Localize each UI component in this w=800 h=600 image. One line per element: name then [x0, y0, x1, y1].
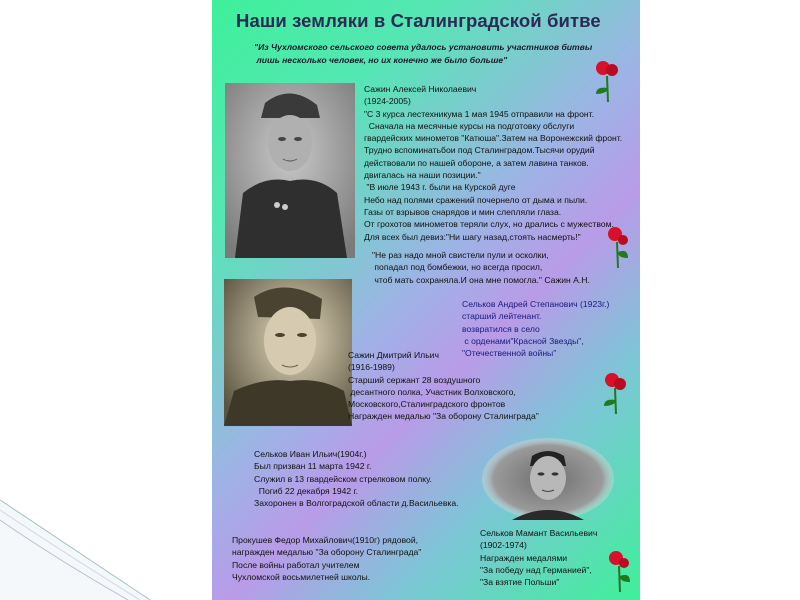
rose-flower-icon	[602, 222, 632, 268]
page-title: Наши земляки в Сталинградской битве	[236, 10, 601, 31]
bio-selkov-ivan: Сельков Иван Ильич(1904г.) Был призван 11 марта 1942 г. Служил в 13 гвардейском стрелковом полку. Погиб 22 декабря 1942 г. Захоронен в Волгоградской области д.Васильевка.	[254, 449, 459, 509]
intro-quote: "Из Чухломского сельского совета удалось установить участников битвы лишь несколько человек, но их конечно же было больше"	[254, 42, 593, 65]
rose-flower-icon	[604, 546, 634, 592]
bio-prokushev: Прокушев Федор Михайлович(1910г) рядовой, награжден медалью "За оборону Сталинграда" После войны работал учителем Чухломской восьмилетней школы.	[232, 535, 422, 582]
quote-sazhin: "Не раз надо мной свистели пули и осколки, попадал под бомбежки, но всегда просил, чтоб мать сохраняла.И она мне помогла." Сажин А.Н.	[372, 250, 590, 285]
portrait-photo-sazhin-aleksei	[225, 83, 355, 258]
bio-sazhin-dmitrii: Сажин Дмитрий Ильич (1916-1989) Старший сержант 28 воздушного десантного полка, Участник Волховского, Московского,Сталинградского фронтов Награжден медалью "За оборону Сталинграда"	[348, 350, 539, 422]
bio-sazhin-aleksei: Сажин Алексей Николаевич (1924-2005) "С 3 курса лестехникума 1 мая 1945 отправили на фронт. Сначала на месячные курсы на подготовку обслуги гвардейских минометов "Катюша".Затем на Воронежский фронт. Трудно вспоминатьбои под Сталинградом.Тысячи орудий действовали по нашей обороне, а затем лавина танков. двигалась на наши позиции." "В июле 1943 г. были на Курской дуге Небо над полями сражений почернело от дыма и пыли. Газы от взрывов снарядов и мин слепляли глаза. От грохотов минометов теряли слух, но дрались с мужеством. Для всех был девиз:"Ни шагу назад,стоять насмерть!"	[364, 84, 623, 242]
bio-selkov-andrei: Сельков Андрей Степанович (1923г.) старший лейтенант. возвратился в село с орденами"Красной Звезды", "Отечественной войны"	[462, 299, 610, 359]
rose-flower-icon	[600, 368, 630, 414]
portrait-photo-sazhin-dmitrii	[224, 279, 352, 426]
bio-selkov-mamant: Сельков Мамант Васильевич (1902-1974) Награжден медалями "За победу над Германией", "За взятие Польши"	[480, 528, 598, 588]
corner-decoration	[0, 500, 160, 600]
slide	[212, 0, 640, 600]
portrait-photo-selkov-mamant	[482, 438, 614, 520]
rose-flower-icon	[592, 56, 622, 102]
